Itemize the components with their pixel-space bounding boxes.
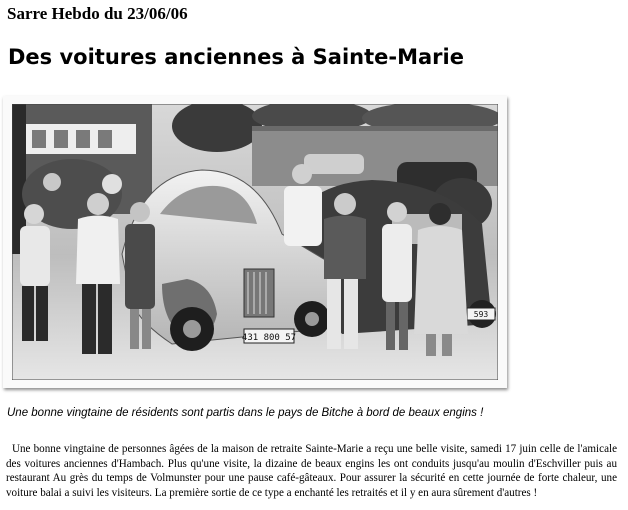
license-plate-text: 431 800 57 [241, 333, 297, 343]
headline: Des voitures anciennes à Sainte-Marie [8, 45, 464, 69]
rear-plate-text: 593 [473, 310, 489, 319]
masthead: Sarre Hebdo du 23/06/06 [7, 4, 188, 23]
article-body: Une bonne vingtaine de personnes âgées de la maison de retraite Sainte-Marie a reçu une belle visite, samedi 17 juin celle de l'amicale des voitures anciennes d'Hambach. Plus qu'une visite, la dizaine de beaux engins les ont conduits jusqu'au moulin d'Eschviller puis au restaurant Au grès du temps de Volmunster pour une pause café-gâteaux. Pour assurer la sécurité en cette journée de forte chaleur, une voiture balai a suivi les visiteurs. La première sortie de ce type a enchanté les retraités et il y en aura sûrement d'autres ! [6, 443, 617, 499]
vintage-car-group-photo [12, 104, 498, 380]
article-photo [3, 96, 507, 388]
photo-caption: Une bonne vingtaine de résidents sont partis dans le pays de Bitche à bord de beaux engins ! [7, 407, 484, 419]
